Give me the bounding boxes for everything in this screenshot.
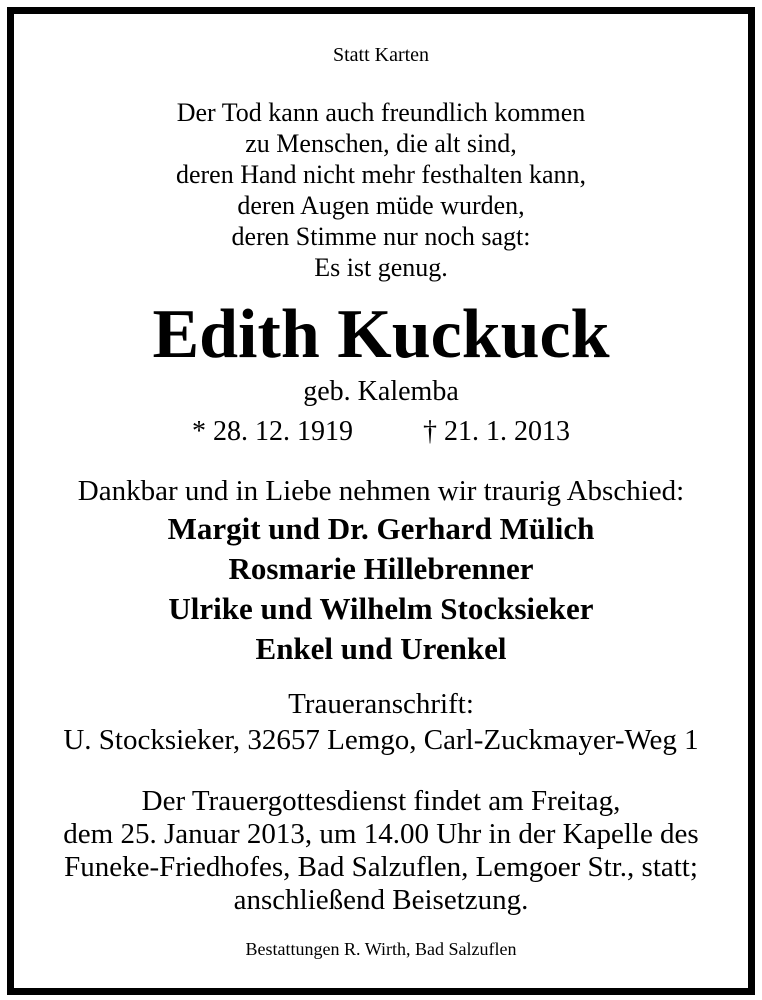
poem-line: deren Stimme nur noch sagt: — [231, 222, 531, 251]
poem-line: Es ist genug. — [314, 253, 448, 282]
service-line: dem 25. Januar 2013, um 14.00 Uhr in der Kapelle des — [63, 818, 699, 850]
birth-name: geb. Kalemba — [303, 376, 459, 407]
deceased-name: Edith Kuckuck — [152, 296, 610, 373]
poem-line: deren Augen müde wurden, — [237, 191, 525, 220]
service-line: Funeke-Friedhofes, Bad Salzuflen, Lemgoer Str., statt; — [64, 851, 698, 883]
poem-line: Der Tod kann auch freundlich kommen — [176, 98, 586, 127]
notice-heading: Statt Karten — [332, 44, 430, 66]
poem-line: deren Hand nicht mehr festhalten kann, — [175, 160, 587, 189]
service-line: Der Trauergottesdienst findet am Freitag, — [141, 785, 621, 817]
death-date: † 21. 1. 2013 — [423, 416, 570, 447]
mourner-name: Enkel und Urenkel — [255, 631, 507, 666]
farewell-text: Dankbar und in Liebe nehmen wir traurig Abschied: — [77, 475, 685, 507]
poem-line: zu Menschen, die alt sind, — [245, 129, 517, 158]
service-line: anschließend Beisetzung. — [233, 884, 529, 916]
life-dates — [0, 418, 762, 446]
mourner-name: Ulrike und Wilhelm Stocksieker — [168, 591, 594, 626]
undertaker-credit: Bestattungen R. Wirth, Bad Salzuflen — [245, 939, 517, 959]
mourner-name: Rosmarie Hillebrenner — [228, 551, 534, 586]
address-label: Traueranschrift: — [288, 688, 474, 720]
birth-date: * 28. 12. 1919 — [192, 416, 353, 447]
mourner-name: Margit und Dr. Gerhard Mülich — [167, 511, 595, 546]
address-value: U. Stocksieker, 32657 Lemgo, Carl-Zuckmayer-Weg 1 — [63, 724, 699, 756]
